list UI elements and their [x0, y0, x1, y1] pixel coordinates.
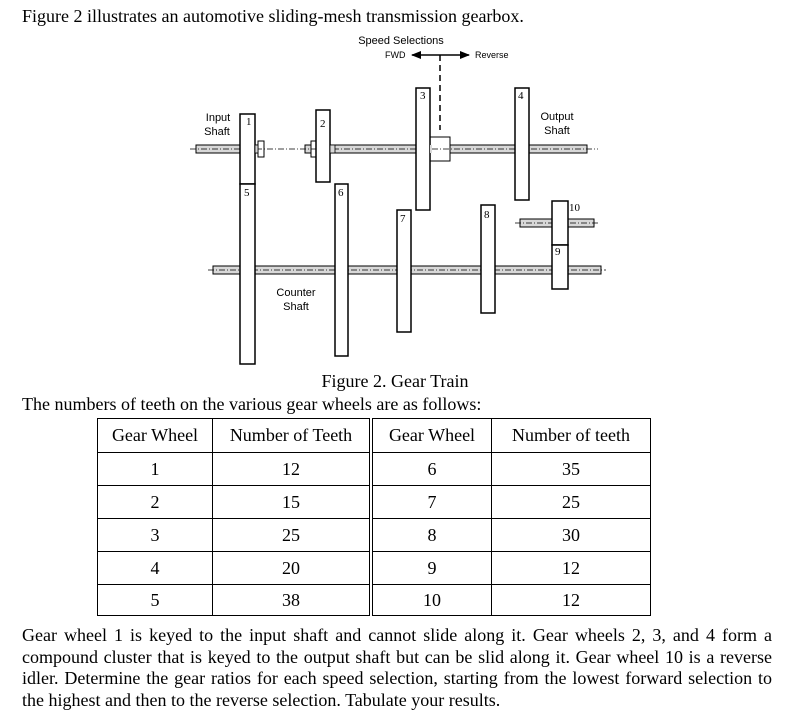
gear-label-4: 4	[518, 90, 524, 102]
gear-5	[240, 184, 255, 364]
table-cell: 25	[492, 486, 651, 519]
gear-7	[397, 210, 411, 332]
table-cell: 30	[492, 519, 651, 552]
header-number-of-teeth-2: Number of teeth	[492, 419, 651, 453]
gear-teeth-table	[97, 418, 651, 616]
gear-10	[552, 201, 568, 245]
gear-label-3: 3	[420, 90, 426, 102]
input-shaft-label-line2: Shaft	[204, 126, 230, 138]
gear-label-8: 8	[484, 209, 490, 221]
output-shaft-label-line1: Output	[540, 111, 574, 123]
problem-statement: Gear wheel 1 is keyed to the input shaft and cannot slide along it. Gear wheels 2, 3, and 4 form a compound cluster that is keyed to the output shaft but can be slid along it. Gear wheel 10 is a reverse idler. Determine the gear ratios for each speed selection, starting from the lowest forward selection to the highest and then to the reverse selection. Tabulate your results.	[22, 625, 772, 710]
table-row	[98, 519, 651, 552]
header-gear-wheel-2: Gear Wheel	[371, 419, 492, 453]
gear-8	[481, 205, 495, 313]
table-cell: 2	[98, 486, 213, 519]
table-cell: 38	[213, 585, 372, 616]
header-number-of-teeth-1: Number of Teeth	[213, 419, 372, 453]
table-lead-text: The numbers of teeth on the various gear wheels are as follows:	[22, 394, 482, 414]
gear-label-6: 6	[338, 187, 344, 199]
header-gear-wheel-1: Gear Wheel	[98, 419, 213, 453]
table-cell: 12	[492, 552, 651, 585]
reverse-label: Reverse	[475, 50, 509, 60]
table-cell: 10	[371, 585, 492, 616]
gear-label-5: 5	[244, 187, 250, 199]
gear-6	[335, 184, 348, 356]
table-cell: 9	[371, 552, 492, 585]
table-cell: 35	[492, 453, 651, 486]
gear-label-2: 2	[320, 118, 326, 130]
table-cell: 20	[213, 552, 372, 585]
input-shaft-label-line1: Input	[205, 112, 231, 124]
output-shaft-label-line2: Shaft	[544, 125, 570, 137]
fwd-label: FWD	[385, 50, 406, 60]
gear-label-1: 1	[246, 116, 252, 128]
table-cell: 12	[492, 585, 651, 616]
figure-caption: Figure 2. Gear Train	[321, 371, 469, 391]
table-cell: 8	[371, 519, 492, 552]
table-cell: 6	[371, 453, 492, 486]
counter-shaft-label-line1: Counter	[276, 287, 316, 299]
table-cell: 1	[98, 453, 213, 486]
table-row	[98, 552, 651, 585]
table-cell: 5	[98, 585, 213, 616]
table-row	[98, 486, 651, 519]
gear-label-7: 7	[400, 213, 406, 225]
gear-label-10: 10	[569, 202, 580, 214]
table-cell: 3	[98, 519, 213, 552]
table-cell: 15	[213, 486, 372, 519]
table-row	[98, 453, 651, 486]
speed-selections-label: Speed Selections	[358, 35, 444, 47]
table-header-row	[98, 419, 651, 453]
intro-text: Figure 2 illustrates an automotive sliding-mesh transmission gearbox.	[22, 6, 524, 26]
counter-shaft-label-line2: Shaft	[283, 301, 309, 313]
gear-3	[416, 88, 430, 210]
table-cell: 4	[98, 552, 213, 585]
gear-label-9: 9	[555, 246, 561, 258]
gear-4	[515, 88, 529, 200]
table-cell: 12	[213, 453, 372, 486]
table-row	[98, 585, 651, 616]
table-cell: 25	[213, 519, 372, 552]
table-cell: 7	[371, 486, 492, 519]
